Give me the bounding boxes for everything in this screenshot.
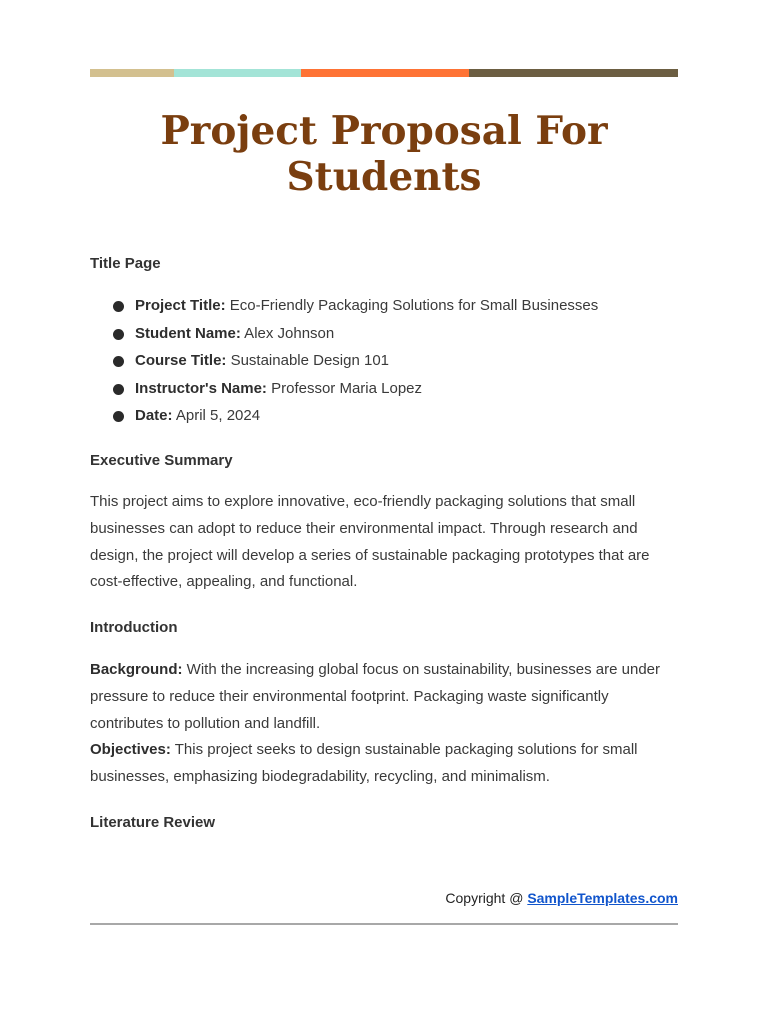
decorative-color-bar	[90, 69, 678, 77]
section-heading-title-page: Title Page	[90, 255, 161, 272]
color-bar-segment	[174, 69, 301, 77]
list-item	[90, 292, 678, 320]
item-label: Course Title:	[135, 352, 227, 369]
bullet-icon	[113, 411, 124, 422]
introduction-background	[90, 657, 678, 737]
footer-divider	[90, 923, 678, 925]
copyright-text: Copyright @	[445, 890, 528, 906]
executive-summary-text: This project aims to explore innovative, eco-friendly packaging solutions that small businesses can adopt to reduce their environmental impact. Through research and design, the project will develop a series of sustainable packaging prototypes that are cost-effective, appealing, and functional.	[90, 493, 650, 591]
color-bar-segment	[469, 69, 678, 77]
bullet-icon	[113, 384, 124, 395]
item-label: Instructor's Name:	[135, 379, 267, 397]
item-label: Student Name:	[135, 324, 241, 342]
item-value: Eco-Friendly Packaging Solutions for Small Businesses	[225, 297, 599, 314]
item-label: Date:	[135, 407, 173, 424]
objectives-text: This project seeks to design sustainable packaging solutions for small businesses, emphasizing biodegradability, recycling, and minimalism.	[90, 741, 638, 785]
list-item	[90, 402, 678, 430]
bullet-icon	[113, 301, 124, 312]
footer-copyright	[445, 890, 678, 906]
background-label: Background:	[90, 661, 183, 678]
section-heading-introduction: Introduction	[90, 619, 178, 636]
title-page-list	[90, 292, 678, 430]
item-label: Project Title:	[135, 297, 226, 314]
introduction-objectives	[90, 737, 678, 791]
item-value: Alex Johnson	[240, 324, 335, 342]
item-value: Sustainable Design 101	[226, 352, 390, 369]
list-item	[90, 375, 678, 403]
bullet-icon	[113, 329, 124, 340]
page-title: Project Proposal For Students	[160, 108, 608, 200]
list-item	[90, 320, 678, 348]
section-heading-executive-summary: Executive Summary	[90, 452, 233, 469]
item-value: April 5, 2024	[172, 407, 261, 424]
item-value: Professor Maria Lopez	[266, 379, 423, 397]
background-text: With the increasing global focus on sustainability, businesses are under pressure to reduce their environmental footprint. Packaging waste significantly contributes to pollution and landfill.	[90, 661, 661, 732]
color-bar-segment	[301, 69, 469, 77]
objectives-label: Objectives:	[90, 741, 171, 758]
sampletemplates-link[interactable]: SampleTemplates.com	[527, 890, 678, 906]
list-item	[90, 347, 678, 375]
bullet-icon	[113, 356, 124, 367]
color-bar-segment	[90, 69, 174, 77]
section-heading-literature-review: Literature Review	[90, 814, 216, 831]
